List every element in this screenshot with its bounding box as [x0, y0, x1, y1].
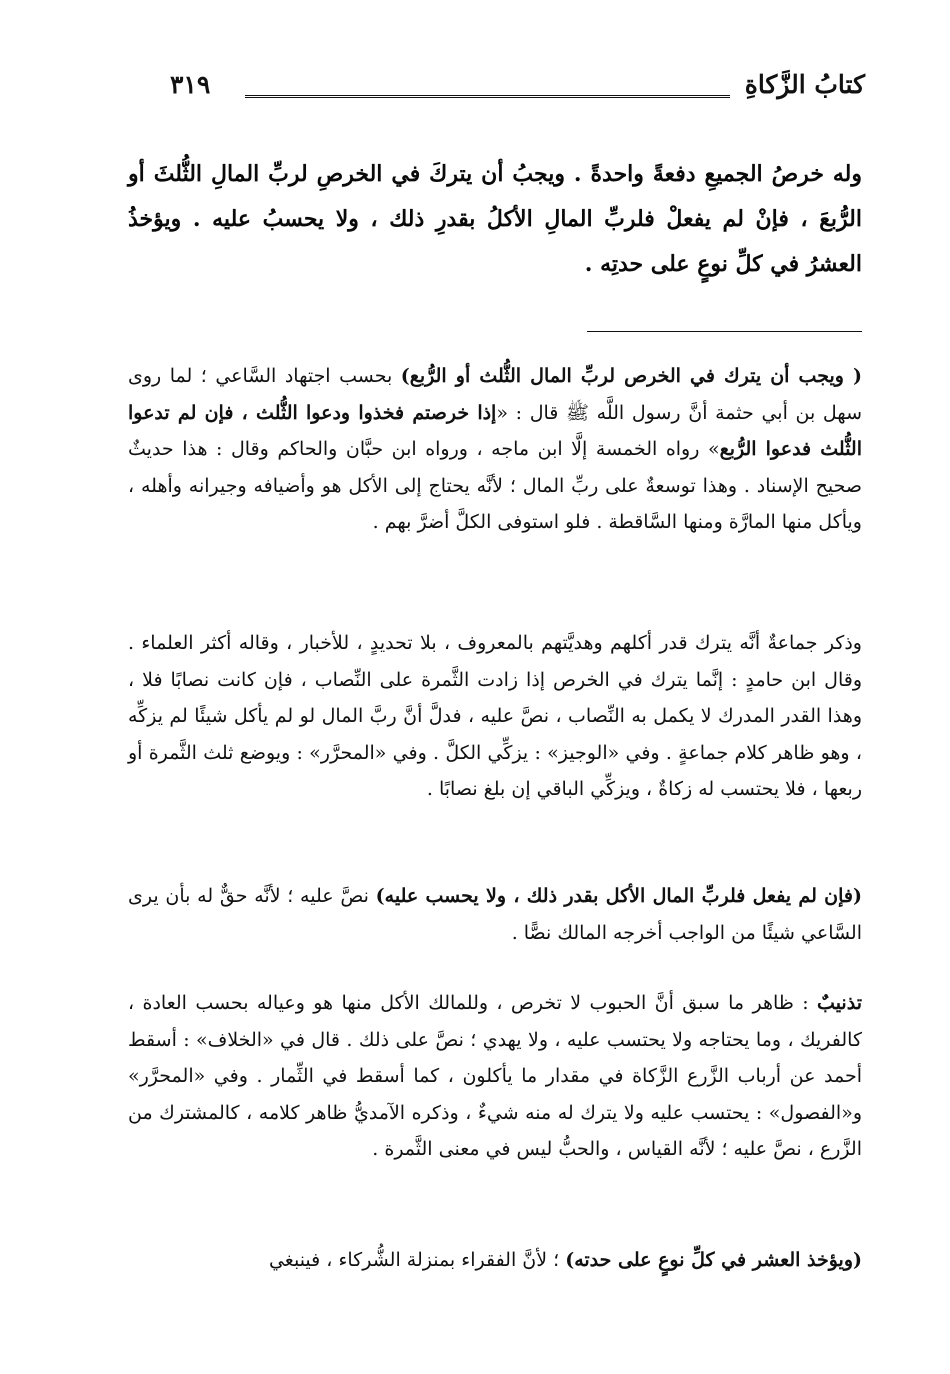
- commentary-paragraph-2: وذكر جماعةٌ أنَّه يترك قدر أكلهم وهديَّتهم بالمعروف ، بلا تحديدٍ ، للأخبار ، وقاله أكثر العلماء . وقال ابن حامدٍ : إنَّما يترك في الخرص إذا زادت الثَّمرة على النِّصاب ، فإن كانت نصابًا فلا ، وهذا القدر المدرك لا يكمل به النِّصاب ، نصَّ عليه ، فدلَّ أنَّ ربَّ المال لو لم يأكل شيئًا لم يزكِّه ، وهو ظاهر كلام جماعةٍ . وفي «الوجيز» : يزكِّي الكلَّ . وفي «المحرَّر» : ويوضع ثلث الثَّمرة أو ربعها ، فلا يحتسب له زكاةٌ ، ويزكِّي الباقي إن بلغ نصابًا .: [128, 632, 862, 800]
- commentary-paragraph-4: [128, 985, 862, 1168]
- commentary-text: بحسب اجتهاد السَّاعي ؛ لما روى سهل بن أبي حثمة أنَّ رسول اللَّه ﷺ قال : «: [128, 365, 862, 424]
- quoted-lemma: ( ويجب أن يترك في الخرص لربِّ المال الثُّلث أو الرُّبع): [400, 365, 862, 387]
- running-header-title: كتابُ الزَّكاةِ: [744, 70, 865, 99]
- commentary-text: » رواه الخمسة إلَّا ابن ماجه ، ورواه ابن حبَّان والحاكم وقال : هذا حديثٌ صحيح الإسناد . وهذا توسعةٌ على ربِّ المال ؛ لأنَّه يحتاج إلى الأكل هو وأضيافه وجيرانه وأهله ، ويأكل منها المارَّة ومنها السَّاقطة . فلو استوفى الكلَّ أضرَّ بهم .: [128, 438, 862, 533]
- commentary-text: نصَّ عليه ؛ لأنَّه حقٌّ له بأن يرى السَّاعي شيئًا من الواجب أخرجه المالك نصًّا .: [128, 885, 862, 944]
- quoted-lemma: (فإن لم يفعل فلربِّ المال الأكل بقدر ذلك ، ولا يحسب عليه): [375, 885, 862, 907]
- hadith-quote: إذا خرصتم فخذوا ودعوا الثُّلث ، فإن لم تدعوا الثُّلث فدعوا الرُّبع: [128, 401, 862, 460]
- commentary-paragraph-5: [128, 1242, 862, 1279]
- appendix-heading: تذنيبٌ: [817, 992, 862, 1014]
- commentary-text: ؛ لأنَّ الفقراء بمنزلة الشُّركاء ، فينبغي: [268, 1249, 566, 1271]
- commentary-paragraph-3: [128, 878, 862, 951]
- commentary-paragraph-1: [128, 358, 862, 541]
- footnote-divider: [587, 331, 862, 332]
- commentary-text: : ظاهر ما سبق أنَّ الحبوب لا تخرص ، وللمالك الأكل منها هو وعياله بحسب العادة ، كالفريك ، وما يحتاجه ولا يحتسب عليه ، ولا يهدي ؛ نصَّ على ذلك . قال في «الخلاف» : أسقط أحمد عن أرباب الزَّرع الزَّكاة في مقدار ما يأكلون ، كما أسقط في الثِّمار . وفي «المحرَّر» و«الفصول» : يحتسب عليه ولا يترك له منه شيءٌ ، وذكره الآمديُّ ظاهر كلامه ، كالمشترك من الزَّرع ، نصَّ عليه ؛ لأنَّه القياس ، والحبُّ ليس في معنى الثَّمرة .: [128, 992, 862, 1160]
- header-rule: [245, 95, 730, 98]
- quoted-lemma: (ويؤخذ العشر في كلِّ نوعٍ على حدته): [565, 1249, 862, 1271]
- page-number: ٣١٩: [170, 70, 211, 99]
- main-text: وله خرصُ الجميعِ دفعةً واحدةً . ويجبُ أن يتركَ في الخرصِ لربِّ المالِ الثُّلثَ أو الرُّبعَ ، فإنْ لم يفعلْ فلربِّ المالِ الأكلُ بقدرِ ذلك ، ولا يحسبُ عليه . ويؤخذُ العشرُ في كلِّ نوعٍ على حدتِه .: [128, 161, 862, 277]
